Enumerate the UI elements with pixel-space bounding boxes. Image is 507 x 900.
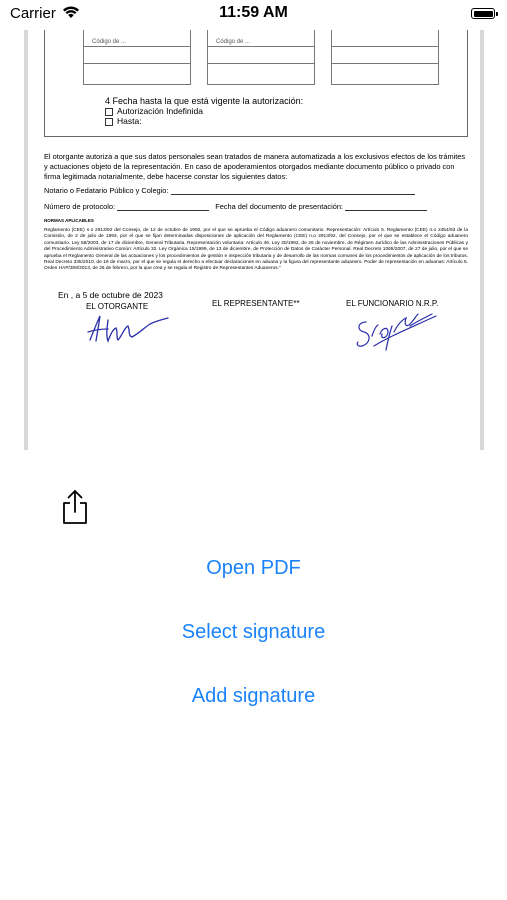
funcionario-label: EL FUNCIONARIO N.R.P. — [346, 299, 439, 308]
clock: 11:59 AM — [219, 4, 288, 21]
status-bar — [0, 0, 507, 30]
share-icon[interactable] — [58, 488, 92, 526]
notario-field — [44, 186, 415, 195]
normas-title: NORMAS APLICABLES — [44, 218, 94, 223]
checkbox-hasta[interactable] — [105, 116, 142, 126]
protocolo-label: Número de protocolo: — [44, 202, 116, 211]
signature-date: En , a 5 de octubre de 2023 — [58, 290, 163, 300]
select-signature-button[interactable]: Select signature — [0, 621, 507, 644]
consent-paragraph: El otorgante autoriza a que sus datos personales sean tratados de manera automatizada a los exclusivos efectos de los trámites y actuaciones objeto de la representación. En caso de apoderamientos otorgados mediante documento público o privado con firma legitimada notarialmente, debe hacerse constar los siguientes datos: — [44, 152, 466, 181]
pdf-viewer[interactable] — [24, 30, 484, 450]
checkbox-square — [105, 118, 113, 126]
table-header-1: Código de ... — [92, 39, 127, 45]
notario-line — [171, 186, 415, 195]
normas-text: Reglamento (CEE) n.o 2913/92 del Consejo, de 12 de octubre de 1992, por el que se aprueba el Código aduanero comunitario. Representación: Artículo 5. Reglamento (CEE) n.o 2454/93 de la Comisión, de 2 de julio de 1993, por el que se fijan determinadas disposiciones de aplicación del Reglamento (CEE) n.o 2913/92, del Consejo, por el que se establece el Código aduanero comunitario. Ley 58/2003, de 17 de diciembre, General Tributaria. Representación voluntaria: Artículo 46. Ley 30/1992, de 26 de noviembre, de Régimen Jurídico de las Administraciones Públicas y del Procedimiento Administrativo Común: Artículo 32. Ley Orgánica 15/1999, de 13 de diciembre, de Protección de Datos de Carácter Personal. Real Decreto 1065/2007, de 27 de julio, por el que se aprueba el Reglamento General de las actuaciones y los procedimientos de gestión e inspección tributaria y de desarrollo de las normas comunes de los procedimientos de aplicación de los tributos. Real Decreto 335/2010, de 19 de marzo, por el que se regula el derecho a efectuar declaraciones en aduana y la figura del representante aduanero. Poder de representación en aduanas: Artículo 5. Orden HAP/308/2013, de 26 de febrero, por la que crea y se regula el Registro de Representantes Aduaneros." — [44, 228, 468, 272]
funcionario-signature — [350, 306, 442, 364]
checkbox-square — [105, 108, 113, 116]
notario-label: Notario o Fedatario Público y Colegio: — [44, 186, 169, 195]
carrier-label: Carrier — [10, 5, 56, 22]
representante-label: EL REPRESENTANTE** — [212, 299, 300, 308]
table-column-2 — [207, 30, 315, 85]
checkbox-indefinida-label: Autorización Indefinida — [117, 106, 204, 116]
table-column-3 — [331, 30, 439, 85]
table-header-2: Código de ... — [216, 39, 251, 45]
otorgante-signature — [84, 310, 174, 346]
checkbox-hasta-label: Hasta: — [117, 116, 142, 126]
checkbox-indefinida[interactable] — [105, 106, 203, 116]
fecha-vigencia-label: 4 Fecha hasta la que está vigente la autorización: — [105, 96, 304, 106]
battery-icon — [471, 8, 495, 19]
open-pdf-button[interactable]: Open PDF — [0, 557, 507, 580]
fecha-doc-label: Fecha del documento de presentación: — [215, 202, 343, 211]
table-column-1 — [83, 30, 191, 85]
add-signature-button[interactable]: Add signature — [0, 685, 507, 708]
protocolo-line — [117, 202, 209, 211]
fecha-doc-line — [345, 202, 427, 211]
protocolo-field — [44, 202, 427, 211]
pdf-page — [28, 30, 480, 450]
form-section — [44, 30, 468, 137]
otorgante-label: EL OTORGANTE — [86, 302, 149, 311]
